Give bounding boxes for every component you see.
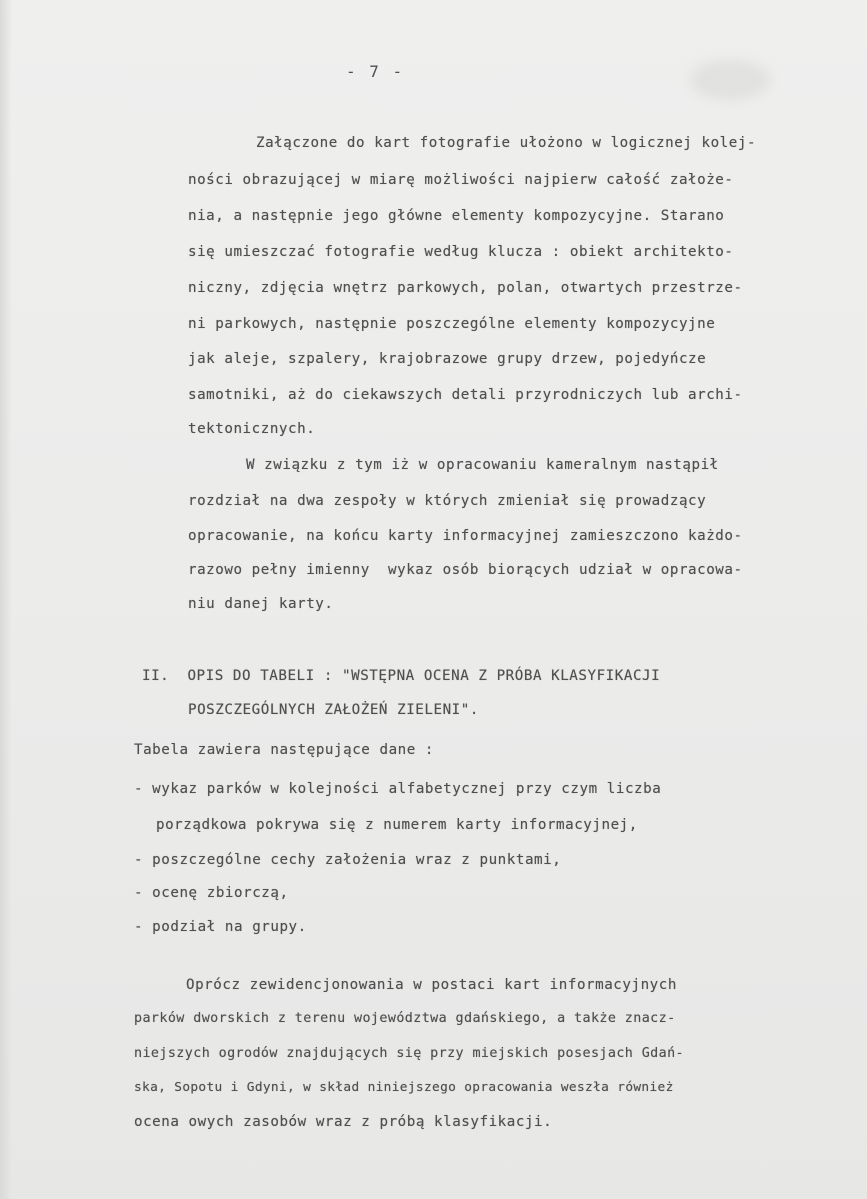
paragraph-line: ska, Sopotu i Gdyni, w skład niniejszego opracowania weszła również <box>134 1080 674 1095</box>
list-intro: Tabela zawiera następujące dane : <box>134 742 435 758</box>
paragraph-line: niu danej karty. <box>188 596 334 612</box>
page-number: - 7 - <box>346 62 405 81</box>
paragraph-line: opracowanie, na końcu karty informacyjnej zamieszczono każdo- <box>188 528 743 544</box>
paragraph-line: ności obrazującej w miarę możliwości najpierw całość założe- <box>188 172 734 188</box>
paragraph-line: W związku z tym iż w opracowaniu kameralnym nastąpił <box>246 457 719 473</box>
paragraph-line: tektonicznych. <box>188 421 316 437</box>
paragraph-line: Oprócz zewidencjonowania w postaci kart informacyjnych <box>186 977 677 993</box>
paragraph-line: się umieszczać fotografie według klucza : obiekt architekto- <box>188 244 734 260</box>
paragraph-line: ocena owych zasobów wraz z próbą klasyfikacji. <box>134 1114 553 1130</box>
list-item: - ocenę zbiorczą, <box>134 885 289 901</box>
list-item: - poszczególne cechy założenia wraz z punktami, <box>134 852 562 868</box>
paragraph-line: rozdział na dwa zespoły w których zmieniał się prowadzący <box>188 493 707 509</box>
paragraph-line: nia, a następnie jego główne elementy kompozycyjne. Starano <box>188 208 725 224</box>
paragraph-line: ni parkowych, następnie poszczególne elementy kompozycyjne <box>188 316 716 332</box>
paragraph-line: niejszych ogrodów znajdujących się przy miejskich posesjach Gdań- <box>134 1046 685 1061</box>
list-item: - wykaz parków w kolejności alfabetycznej przy czym liczba <box>134 781 662 797</box>
scan-smudge <box>690 60 770 100</box>
paragraph-line: parków dworskich z terenu województwa gdańskiego, a także znacz- <box>134 1011 676 1026</box>
paragraph-line: samotniki, aż do ciekawszych detali przyrodniczych lub archi- <box>188 387 743 403</box>
paragraph-line: razowo pełny imienny wykaz osób biorących udział w opracowa- <box>188 562 743 578</box>
list-item: - podział na grupy. <box>134 919 307 935</box>
paragraph-line: niczny, zdjęcia wnętrz parkowych, polan, otwartych przestrze- <box>188 280 743 296</box>
paragraph-line: Załączone do kart fotografie ułożono w logicznej kolej- <box>256 135 757 151</box>
paragraph-line: jak aleje, szpalery, krajobrazowe grupy drzew, pojedyńcze <box>188 351 707 367</box>
list-item-continuation: porządkowa pokrywa się z numerem karty informacyjnej, <box>156 817 638 833</box>
scan-edge-shadow <box>0 0 12 1199</box>
section-heading-line: II. OPIS DO TABELI : "WSTĘPNA OCENA Z PRÓBA KLASYFIKACJI <box>142 668 661 684</box>
section-heading-line: POSZCZEGÓLNYCH ZAŁOŻEŃ ZIELENI". <box>188 702 479 718</box>
